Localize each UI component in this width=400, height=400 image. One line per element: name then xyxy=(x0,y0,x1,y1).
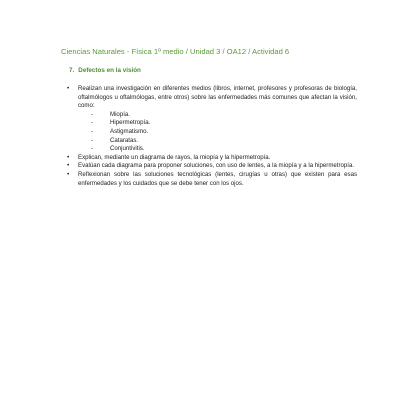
disease-sublist xyxy=(78,111,357,154)
bullet-icon: • xyxy=(67,162,70,170)
list-item-investigation xyxy=(66,85,357,154)
list-item-text: Explican, mediante un diagrama de rayos, la miopía y la hipermetropía. xyxy=(78,153,271,161)
sublist-item-text: Hipermetropía. xyxy=(110,119,151,127)
sublist-item xyxy=(78,119,357,128)
dash-marker: - xyxy=(91,110,94,118)
sublist-item xyxy=(78,111,357,120)
list-item-diagram xyxy=(66,154,357,163)
list-item-reflection xyxy=(66,171,357,188)
list-item-text: Evalúan cada diagrama para proponer soluciones, con uso de lentes, a la miopía y a la hipermetropía. xyxy=(78,162,355,170)
sublist-item xyxy=(78,128,357,137)
sublist-item-text: Miopía. xyxy=(110,110,130,118)
sublist-item-text: Conjuntivitis. xyxy=(110,145,145,153)
sublist-item xyxy=(78,145,357,154)
section-number: 7. xyxy=(69,67,75,74)
section-title: Defectos en la visión xyxy=(78,67,141,74)
dash-marker: - xyxy=(91,119,94,127)
list-item-text: Reflexionan sobre las soluciones tecnológicas (lentes, cirugías u otras) que existen para esas enfermedades y los cuidados que se debe tener con los ojos. xyxy=(78,170,357,187)
dash-marker: - xyxy=(91,136,94,144)
page-header: Ciencias Naturales - Física 1º medio / Unidad 3 / OA12 / Actividad 6 xyxy=(61,47,290,56)
sublist-item-text: Cataratas. xyxy=(110,136,139,144)
list-item-evaluation xyxy=(66,162,357,171)
bullet-icon: • xyxy=(67,85,70,92)
bullet-icon: • xyxy=(67,153,70,161)
dash-marker: - xyxy=(91,127,94,135)
activity-list xyxy=(66,85,357,188)
sublist-item-text: Astigmatismo. xyxy=(110,127,149,135)
bullet-icon: • xyxy=(67,170,70,178)
dash-marker: - xyxy=(91,145,94,153)
sublist-item xyxy=(78,137,357,146)
list-item-text: Realizan una investigación en diferentes medios (libros, internet, profesores y profesoras de biología, oftalmólogos u oftalmólogas, entre otros) sobre las enfermedades más comunes que afectan la visión, como: xyxy=(78,85,357,110)
section-heading xyxy=(69,67,141,74)
